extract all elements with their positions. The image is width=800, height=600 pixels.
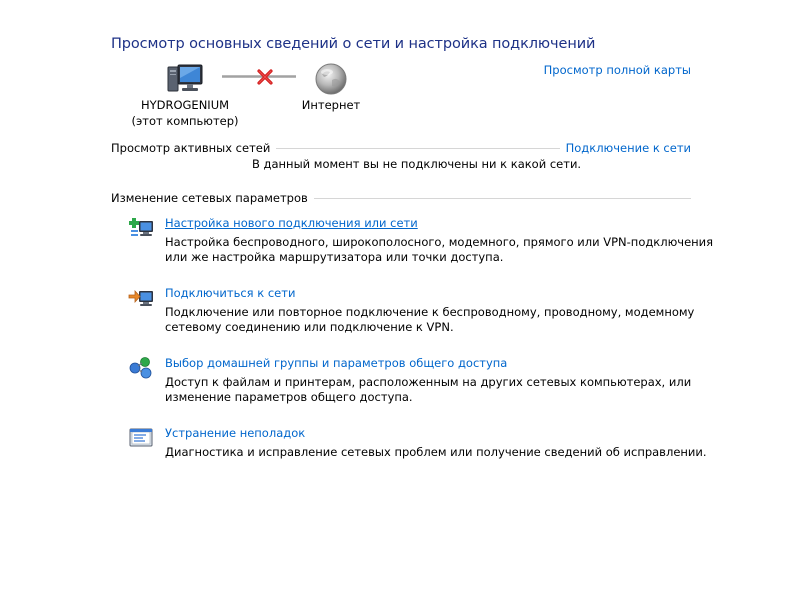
troubleshoot-icon bbox=[128, 426, 156, 450]
internet-node[interactable] bbox=[300, 62, 362, 113]
description-line: изменение параметров общего доступа. bbox=[165, 390, 413, 404]
connect-to-network-link[interactable]: Подключение к сети bbox=[565, 141, 691, 155]
active-networks-header bbox=[111, 141, 691, 155]
task-description bbox=[165, 445, 707, 460]
description-line: Доступ к файлам и принтерам, расположенным на других сетевых компьютерах, или bbox=[165, 375, 692, 389]
description-line: Настройка беспроводного, широкополосного, модемного, прямого или VPN-подключения bbox=[165, 235, 714, 249]
section-divider bbox=[276, 148, 559, 149]
change-settings-heading: Изменение сетевых параметров bbox=[111, 191, 308, 205]
troubleshoot-link[interactable]: Устранение неполадок bbox=[165, 426, 306, 440]
task-description bbox=[165, 305, 695, 335]
task-description bbox=[165, 375, 695, 405]
description-line: Подключение или повторное подключение к беспроводному, проводному, модемному bbox=[165, 305, 695, 319]
no-network-status: В данный момент вы не подключены ни к какой сети. bbox=[252, 157, 582, 171]
change-settings-header bbox=[111, 191, 691, 205]
red-x-icon[interactable] bbox=[256, 69, 274, 85]
computer-name: HYDROGENIUM bbox=[140, 98, 230, 112]
computer-icon bbox=[165, 62, 205, 96]
new-connection-icon bbox=[128, 216, 156, 240]
setup-new-connection-link[interactable]: Настройка нового подключения или сети bbox=[165, 216, 418, 230]
view-full-map-link[interactable]: Просмотр полной карты bbox=[543, 63, 691, 77]
internet-label: Интернет bbox=[301, 98, 361, 112]
page-title: Просмотр основных сведений о сети и настройка подключений bbox=[111, 36, 596, 52]
task-description bbox=[165, 235, 714, 265]
description-line: или же настройка маршрутизатора или точки доступа. bbox=[165, 250, 504, 264]
description-line: Диагностика и исправление сетевых проблем или получение сведений об исправлении. bbox=[165, 445, 707, 459]
connect-to-network-icon bbox=[128, 286, 156, 310]
computer-subtitle: (этот компьютер) bbox=[131, 114, 239, 128]
globe-icon bbox=[314, 62, 348, 96]
connect-to-network-task-link[interactable]: Подключиться к сети bbox=[165, 286, 296, 300]
this-computer-node[interactable] bbox=[130, 62, 240, 129]
description-line: сетевому соединению или подключение к VPN. bbox=[165, 320, 454, 334]
homegroup-icon bbox=[128, 356, 156, 380]
active-networks-heading: Просмотр активных сетей bbox=[111, 141, 271, 155]
homegroup-sharing-link[interactable]: Выбор домашней группы и параметров общего доступа bbox=[165, 356, 508, 370]
section-divider bbox=[314, 198, 691, 199]
